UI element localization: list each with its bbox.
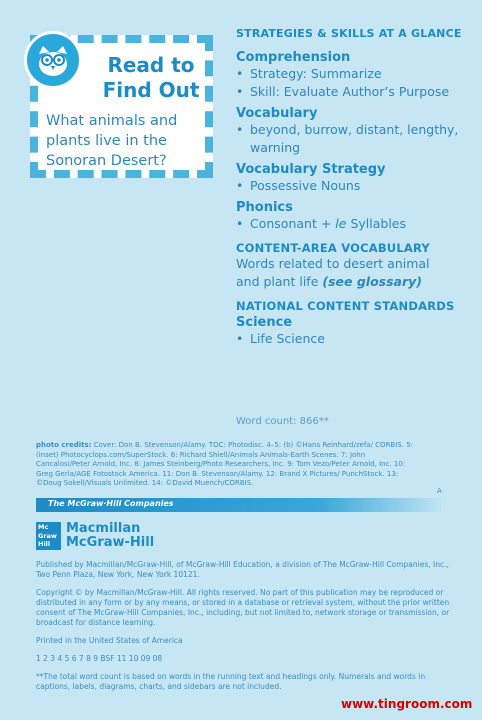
strategies-panel bbox=[236, 27, 466, 348]
glossary-note: (see glossary) bbox=[322, 274, 422, 289]
vocabulary-line1: beyond, burrow, distant, lengthy, bbox=[250, 122, 459, 137]
read-box-question: What animals and plants live in the Sonoran Desert? bbox=[46, 113, 178, 169]
published-by: Published by Macmillan/McGraw-Hill, of McGraw-Hill Education, a division of The McGraw-Hill Companies, Inc., Two Penn Plaza, New York, New York 10121. bbox=[36, 560, 449, 579]
science-heading: Science bbox=[236, 315, 293, 330]
national-standards-heading: NATIONAL CONTENT STANDARDS bbox=[236, 299, 455, 313]
comprehension-item: • Strategy: Summarize bbox=[236, 65, 466, 83]
copyright-notice: Copyright © by Macmillan/McGraw-Hill. All rights reserved. No part of this publication may be reproduced or distributed in any form or by any means, or stored in a database or retrieval system, without the prior written consent of The McGraw-Hill Companies, Inc., including, but not limited to, network storage or transmission, or broadcast for distance learning. bbox=[36, 588, 450, 627]
vocab-strategy-item: • Possessive Nouns bbox=[236, 177, 466, 195]
content-vocab-heading: CONTENT-AREA VOCABULARY bbox=[236, 241, 430, 255]
content-vocab-text bbox=[236, 255, 466, 291]
phonics-suffix: Syllables bbox=[346, 216, 406, 231]
watermark: www.tingroom.com bbox=[341, 697, 473, 711]
companies-bar bbox=[36, 498, 441, 512]
strategies-heading: STRATEGIES & SKILLS AT A GLANCE bbox=[236, 27, 462, 40]
read-box-title: Read to Find Out bbox=[102, 53, 200, 102]
vocabulary-heading: Vocabulary bbox=[236, 106, 318, 121]
word-count-footnote: **The total word count is based on words in the running text and headings only. Numerals and words in captions, labels, diagrams, charts, and sidebars are not included. bbox=[36, 672, 426, 691]
content-vocab-line1: Words related to desert animal bbox=[236, 256, 430, 271]
comprehension-item: • Skill: Evaluate Author’s Purpose bbox=[236, 83, 466, 101]
phonics-heading: Phonics bbox=[236, 200, 293, 215]
letter-mark: A bbox=[437, 487, 442, 495]
photo-credits bbox=[36, 441, 416, 489]
read-to-find-out-box bbox=[30, 35, 213, 178]
phonics-italic: le bbox=[335, 216, 347, 231]
publisher-logo-text: Macmillan McGraw-Hill bbox=[66, 521, 155, 550]
mcgraw-hill-logo-icon: Mc Graw Hill bbox=[36, 522, 61, 550]
photo-credits-text: Cover: Don B. Stevenson/Alamy. TOC: Photodisc. 4–5: (b) ©Hans Reinhard/zefa/ CORBIS. 5: (inset) Photocyclops.com/SuperStock. 6: Richard Shiell/Animals Animals-Earth Scenes. 7: John Cancalosi/Peter Arnold, Inc. 8: James Steinberg/Photo Researchers, Inc. 9: Tom Vezo/Peter Arnold, Inc. 10: Greg Gerla/AGE Fotostock America. 11: Don B. Stevenson/Alamy. 12: Brand X Pictures/ PunchStock. 13: ©Doug Sokell/Visuals Unlimited. 14: ©David Muench/CORBIS. bbox=[36, 441, 414, 488]
content-vocab-line2: and plant life bbox=[236, 274, 323, 289]
phonics-item bbox=[236, 215, 466, 233]
owl-icon bbox=[24, 31, 82, 89]
publisher-info bbox=[36, 560, 456, 700]
word-count: Word count: 866** bbox=[236, 416, 329, 427]
science-item: • Life Science bbox=[236, 330, 466, 348]
printed-in: Printed in the United States of America bbox=[36, 636, 183, 645]
companies-bar-text: The McGraw·Hill Companies bbox=[48, 499, 174, 508]
comprehension-heading: Comprehension bbox=[236, 50, 351, 65]
vocab-strategy-heading: Vocabulary Strategy bbox=[236, 162, 386, 177]
vocabulary-line2: warning bbox=[250, 140, 301, 155]
vocabulary-item bbox=[236, 121, 466, 157]
print-numbers: 1 2 3 4 5 6 7 8 9 BSF 11 10 09 08 bbox=[36, 654, 163, 663]
photo-credits-label: photo credits: bbox=[36, 441, 92, 449]
phonics-prefix: Consonant + bbox=[250, 216, 336, 231]
